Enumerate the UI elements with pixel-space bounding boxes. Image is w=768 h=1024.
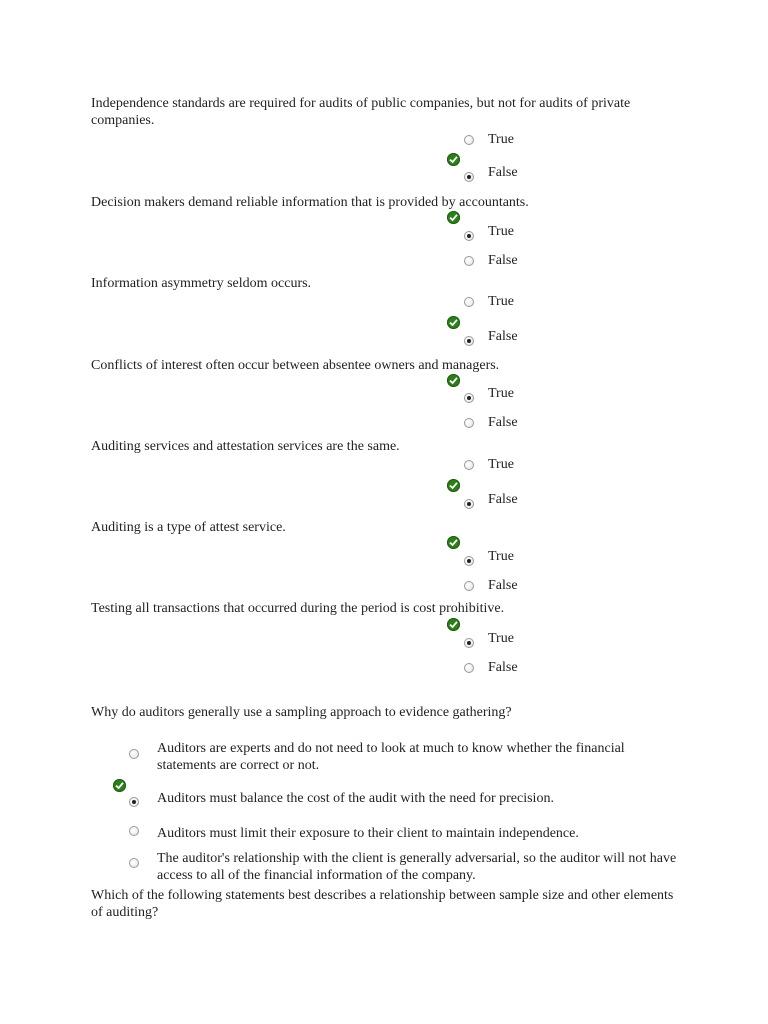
question-text: Independence standards are required for audits of public companies, but not for audits of private companies.	[91, 96, 631, 128]
question-text: Which of the following statements best describes a relationship between sample size and other elements of auditing?	[91, 888, 674, 920]
radio-button[interactable]	[464, 460, 474, 470]
radio-button-selected[interactable]	[464, 499, 474, 509]
check-icon	[447, 374, 460, 387]
question-text: Information asymmetry seldom occurs.	[91, 276, 312, 291]
radio-button-selected[interactable]	[464, 336, 474, 346]
radio-button[interactable]	[464, 663, 474, 673]
check-icon	[447, 316, 460, 329]
radio-button[interactable]	[129, 749, 139, 759]
radio-button[interactable]	[129, 858, 139, 868]
radio-button-selected[interactable]	[129, 797, 139, 807]
check-icon	[447, 211, 460, 224]
question-text: Conflicts of interest often occur between absentee owners and managers.	[91, 358, 500, 373]
question-text: Testing all transactions that occurred during the period is cost prohibitive.	[91, 601, 505, 616]
radio-button[interactable]	[464, 297, 474, 307]
mc-question-text: Why do auditors generally use a sampling approach to evidence gathering?	[91, 705, 512, 720]
radio-button-selected[interactable]	[464, 638, 474, 648]
radio-button-selected[interactable]	[464, 393, 474, 403]
check-icon	[113, 779, 126, 792]
radio-button[interactable]	[464, 581, 474, 591]
radio-button[interactable]	[464, 256, 474, 266]
check-icon	[447, 618, 460, 631]
radio-button[interactable]	[464, 418, 474, 428]
question-text: Auditing services and attestation services are the same.	[91, 439, 400, 454]
radio-button[interactable]	[464, 135, 474, 145]
question-text: Auditing is a type of attest service.	[91, 520, 286, 535]
radio-button-selected[interactable]	[464, 172, 474, 182]
check-icon	[447, 153, 460, 166]
radio-button[interactable]	[129, 826, 139, 836]
question-text: Decision makers demand reliable information that is provided by accountants.	[91, 195, 529, 210]
check-icon	[447, 536, 460, 549]
radio-button-selected[interactable]	[464, 556, 474, 566]
check-icon	[447, 479, 460, 492]
radio-button-selected[interactable]	[464, 231, 474, 241]
